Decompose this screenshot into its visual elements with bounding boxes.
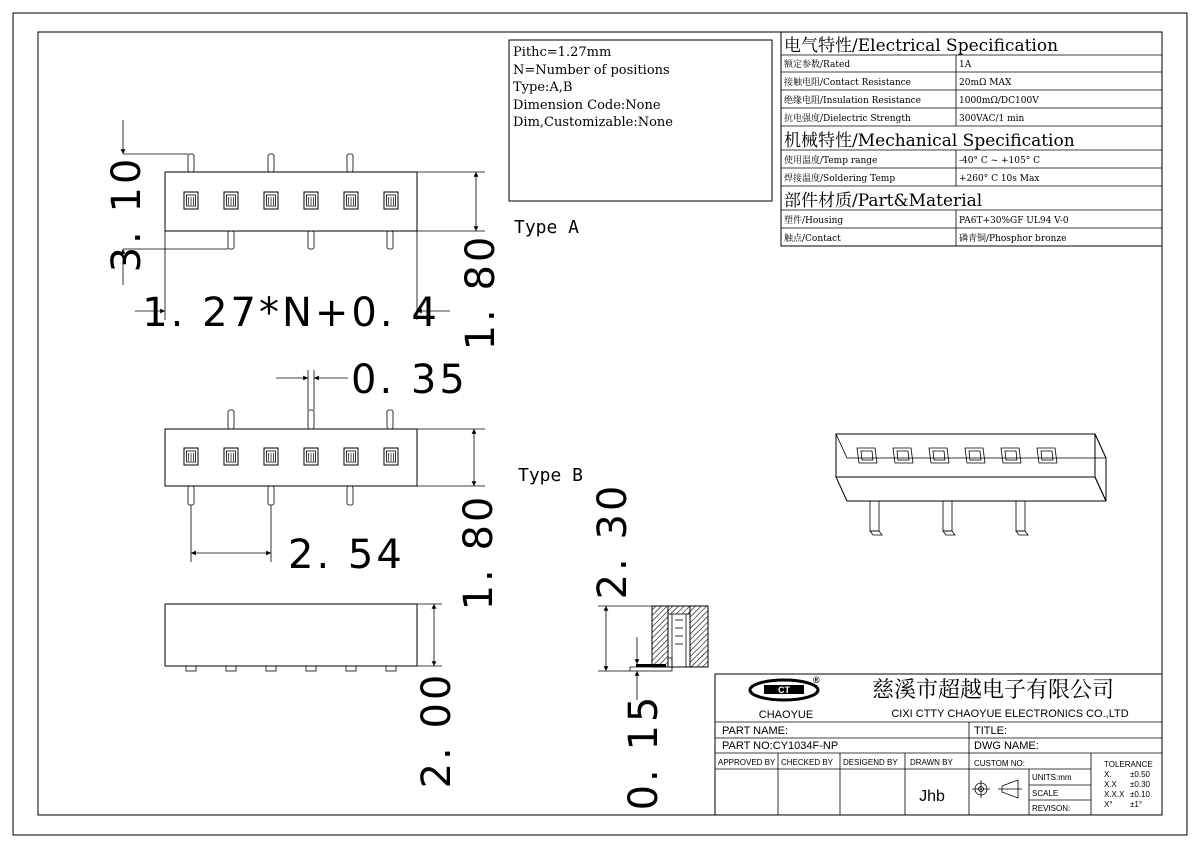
dim-1-80-a: 1. 80 [458,233,504,351]
type-a-label: Type A [514,217,580,238]
isometric-slots [857,448,1057,463]
title-block [715,674,1162,815]
spec-value-rated: 1A [959,60,972,70]
part-no-label: PART NO:CY1034F-NP [722,740,839,752]
dwg-name-label: DWG NAME: [974,740,1039,752]
bottom-view-housing [165,604,417,666]
drawn-by-label: DRAWN BY [910,758,953,767]
note-line-3: Type:A,B [513,80,573,95]
spec-value-dielectric-strength: 300VAC/1 min [959,114,1025,124]
type-a-slots [184,192,398,209]
spec-label-contact-resistance: 接触电阻/Contact Resistance [784,78,911,88]
spec-value-contact-resistance: 20mΩ MAX [959,78,1012,88]
approved-by-label: APPROVED BY [718,758,776,767]
notes-box [509,40,772,201]
spec-label-dielectric-strength: 抗电强度/Dielectric Strength [784,114,911,124]
bottom-view-pin-stubs [186,666,396,671]
logo-text: CHAOYUE [758,709,814,721]
note-line-4: Dimension Code:None [513,98,661,113]
dim-2-00: 2. 00 [414,671,460,789]
svg-text:®: ® [813,675,820,685]
type-b-upper-pins [228,410,393,429]
dim-1-80-b: 1. 80 [456,493,502,611]
isometric-pins [870,501,1028,535]
svg-text:CT: CT [778,685,790,695]
note-line-5: Dim,Customizable:None [513,115,673,130]
note-line-1: Pithc=1.27mm [513,45,612,60]
dim-2-30: 2. 30 [590,482,636,600]
dim-0-35: 0. 35 [351,357,468,403]
dim-2-54: 2. 54 [288,532,405,578]
mechanical-spec-header: 机械特性/Mechanical Specification [784,131,1075,151]
isometric-view [836,434,1106,535]
part-name-label: PART NAME: [722,725,789,737]
tolerance-key-3: X.X.X [1104,790,1125,799]
spec-value-insulation-resistance: 1000mΩ/DC100V [959,96,1039,106]
tolerance-value-4: ±1° [1130,800,1143,809]
drawer-name: Jhb [919,788,945,805]
spec-label-housing: 塑件/Housing [784,216,844,226]
projection-symbol-icon [972,780,1022,798]
spec-label-insulation-resistance: 绝缘电阻/Insulation Resistance [784,96,921,106]
checked-by-label: CHECKED BY [781,758,834,767]
revision-label: REVISON: [1032,804,1071,813]
tolerance-key-4: X° [1104,800,1113,809]
type-b-slots [184,448,398,465]
spec-value-contact: 磷青铜/Phosphor bronze [959,234,1067,244]
type-a-upper-pins [188,154,353,172]
tolerance-value-1: ±0.50 [1130,770,1150,779]
tolerance-value-2: ±0.30 [1130,780,1150,789]
type-b-view [165,357,583,610]
scale-label: SCALE [1032,789,1059,798]
custom-no-label: CUSTOM NO: [974,759,1025,768]
bottom-view [165,604,460,788]
spec-label-contact: 触点/Contact [784,234,841,244]
units-label: UNITS:mm [1032,773,1072,782]
type-b-housing [165,429,417,486]
spec-value-temp-range: -40° C ~ +105° C [959,156,1040,166]
electrical-spec-header: 电气特性/Electrical Specification [784,36,1059,56]
title-label: TITLE: [974,725,1008,737]
spec-label-soldering-temp: 焊接温度/Soldering Temp [784,174,896,184]
tolerance-key-2: X.X [1104,780,1117,789]
dim-1-27n: 1. 27*N+0. 4 [142,290,440,336]
company-name-en: CIXI CTTY CHAOYUE ELECTRONICS CO.,LTD [891,708,1129,720]
spec-value-housing: PA6T+30%GF UL94 V-0 [959,216,1069,226]
side-section-view [590,483,708,811]
dim-3-10: 3. 10 [104,155,150,273]
type-b-lower-pins [188,486,353,505]
type-a-housing [165,172,417,231]
tolerance-value-3: ±0.10 [1130,790,1150,799]
type-b-label: Type B [518,465,584,486]
type-a-lower-pins [228,231,393,249]
spec-label-rated: 额定参数/Rated [784,60,851,70]
material-header: 部件材质/Part&Material [784,191,983,211]
note-line-2: N=Number of positions [513,63,670,78]
tolerance-key-1: X. [1104,770,1112,779]
company-name-cn: 慈溪市超越电子有限公司 [871,677,1115,702]
company-logo [750,675,820,700]
spec-table [781,32,1162,246]
designed-by-label: DESIGEND BY [843,758,898,767]
spec-value-soldering-temp: +260° C 10s Max [959,174,1040,184]
spec-label-temp-range: 使用温度/Temp range [784,156,878,166]
tolerance-header: TOLERANCE [1104,760,1153,769]
type-a-view [104,120,579,350]
dim-0-15: 0. 15 [621,693,667,811]
